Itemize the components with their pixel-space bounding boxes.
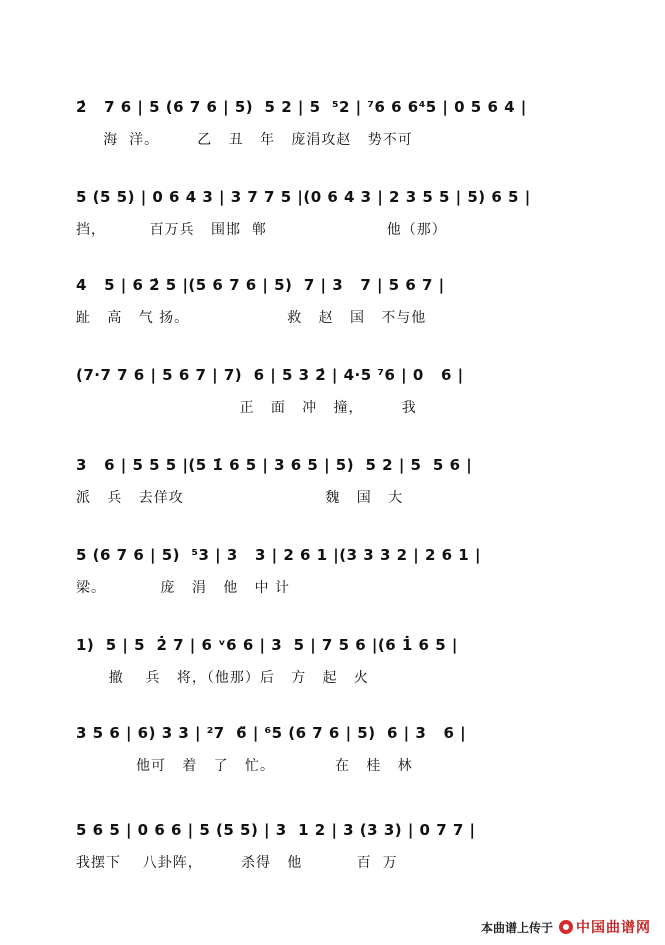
notation-line: 4 5 | 6 2̇ 5 |(5 6 7 6 | 5) 7 | 3 7 | 5 6 7 | bbox=[76, 276, 445, 294]
watermark-footer bbox=[481, 915, 651, 939]
staff-system-3 bbox=[76, 270, 596, 350]
lyrics-line: 撤 兵 将，（他那）后 方 起 火 bbox=[76, 670, 369, 686]
site-name: 中国曲谱网 bbox=[576, 920, 651, 936]
ring-logo-icon bbox=[559, 920, 573, 934]
staff-system-4 bbox=[76, 360, 596, 440]
staff-system-8 bbox=[76, 718, 596, 798]
notation-line: 5 (6 7 6 | 5) ⁵3 | 3 3 | 2 6 1 |(3 3 3 2 | 2 6 1 | bbox=[76, 546, 481, 564]
notation-line: 3 6 | 5 5 5 |(5 1̇ 6 5 | 3 6 5 | 5) 5 2 | 5 5 6 | bbox=[76, 456, 473, 474]
lyrics-line: 正 面 冲 撞， 我 bbox=[76, 400, 417, 416]
staff-system-7 bbox=[76, 630, 596, 710]
lyrics-line: 趾 高 气 扬。 救 赵 国 不与他 bbox=[76, 310, 427, 326]
lyrics-line: 梁。 庞 涓 他 中 计 bbox=[76, 580, 291, 596]
notation-line: (7·7 7 6 | 5 6 7 | 7) 6 | 5 3 2̇ | 4·5 ⁷6 | 0 6 | bbox=[76, 366, 464, 384]
notation-line: 1) 5 | 5 2̇ 7 | 6 ᵛ6 6 | 3 5 | 7 5 6 |(6 1̇ 6 5 | bbox=[76, 636, 458, 654]
lyrics-line: 派 兵 去佯攻 魏 国 大 bbox=[76, 490, 404, 506]
staff-system-9 bbox=[76, 815, 596, 895]
staff-system-2 bbox=[76, 182, 596, 262]
lyrics-line: 挡， 百万兵 围邯 郸 他（那） bbox=[76, 222, 447, 238]
lyrics-line: 他可 着 了 忙。 在 桂 林 bbox=[76, 758, 413, 774]
staff-system-6 bbox=[76, 540, 596, 620]
staff-system-1 bbox=[76, 92, 596, 172]
notation-line: 2̇ 7 6 | 5 (6 7 6 | 5) 5 2 | 5 ⁵2 | ⁷6 6 6⁴5 | 0 5 6 4 | bbox=[76, 98, 527, 116]
notation-line: 3 5 6 | 6) 3 3 | ²7 6̈ | ⁶5 (6 7 6 | 5) 6 | 3 6 | bbox=[76, 724, 467, 742]
upload-credit-text: 本曲谱上传于 bbox=[480, 920, 553, 935]
staff-system-5 bbox=[76, 450, 596, 530]
lyrics-line: 海 洋。 乙 丑 年 庞涓攻赵 势不可 bbox=[76, 132, 413, 148]
site-logo[interactable] bbox=[559, 917, 651, 937]
notation-line: 5 6 5 | 0 6 6 | 5 (5 5) | 3 1 2 | 3 (3 3) | 0 7 7 | bbox=[76, 821, 476, 839]
lyrics-line: 我摆下 八卦阵， 杀得 他 百 万 bbox=[76, 855, 398, 871]
notation-line: 5 (5 5) | 0 6 4 3 | 3 7 7 5 |(0 6 4 3 | 2 3 5 5 | 5) 6 5 | bbox=[76, 188, 531, 206]
